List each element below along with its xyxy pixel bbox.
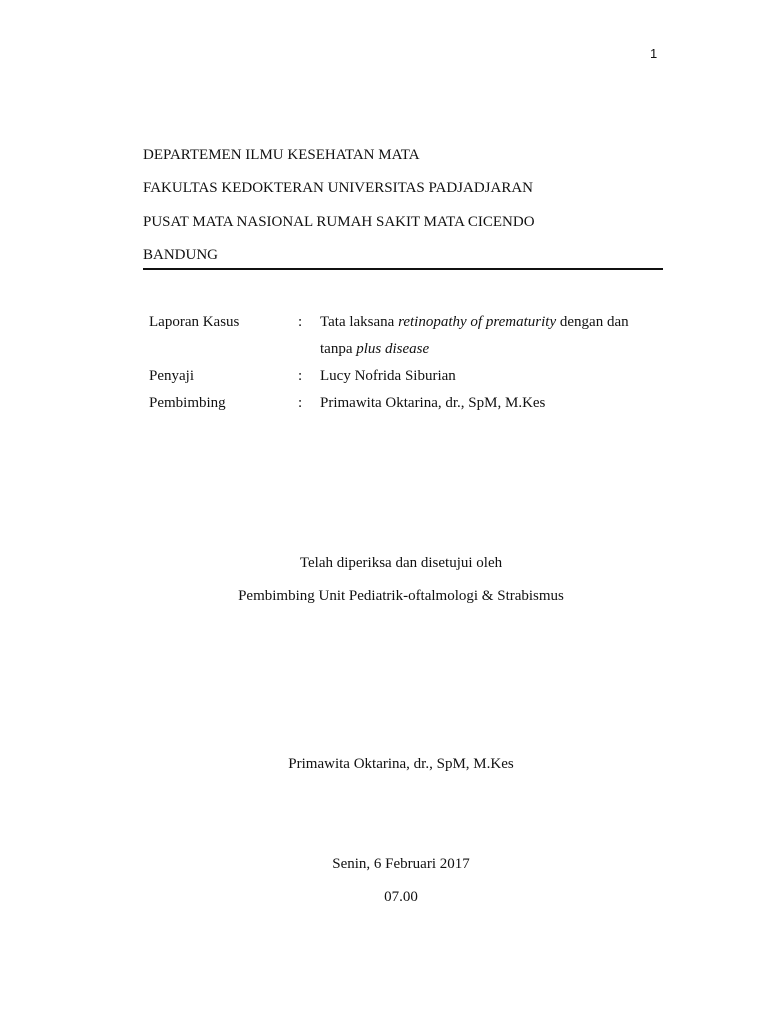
approval-line: Telah diperiksa dan disetujui oleh <box>299 555 503 571</box>
report-value-line2 <box>320 341 429 358</box>
page-number: 1 <box>650 46 658 61</box>
report-label: Laporan Kasus <box>149 314 240 330</box>
presenter-label: Penyaji <box>149 368 194 384</box>
report-value-italic: retinopathy of prematurity <box>398 314 557 330</box>
signatory-name: Primawita Oktarina, dr., SpM, M.Kes <box>288 756 514 772</box>
presenter-colon: : <box>298 368 303 384</box>
report-colon: : <box>298 314 303 330</box>
report-value-suffix: dengan dan <box>556 314 629 330</box>
document-date: Senin, 6 Februari 2017 <box>332 856 470 872</box>
department-heading: DEPARTEMEN ILMU KESEHATAN MATA <box>143 147 420 163</box>
header-divider <box>143 268 663 270</box>
presenter-value: Lucy Nofrida Siburian <box>320 368 456 384</box>
supervisor-label: Pembimbing <box>149 395 226 411</box>
report-value-line2-prefix: tanpa <box>320 341 357 357</box>
hospital-heading: PUSAT MATA NASIONAL RUMAH SAKIT MATA CICENDO <box>143 214 535 230</box>
approval-unit: Pembimbing Unit Pediatrik-oftalmologi & Strabismus <box>238 588 564 604</box>
city-heading: BANDUNG <box>143 247 218 263</box>
report-value-line2-italic: plus disease <box>356 341 430 357</box>
report-value-prefix: Tata laksana <box>320 314 399 330</box>
supervisor-value: Primawita Oktarina, dr., SpM, M.Kes <box>320 395 546 411</box>
supervisor-colon: : <box>298 395 303 411</box>
faculty-heading: FAKULTAS KEDOKTERAN UNIVERSITAS PADJADJARAN <box>143 180 533 196</box>
document-time: 07.00 <box>384 889 418 905</box>
report-value <box>320 314 629 331</box>
